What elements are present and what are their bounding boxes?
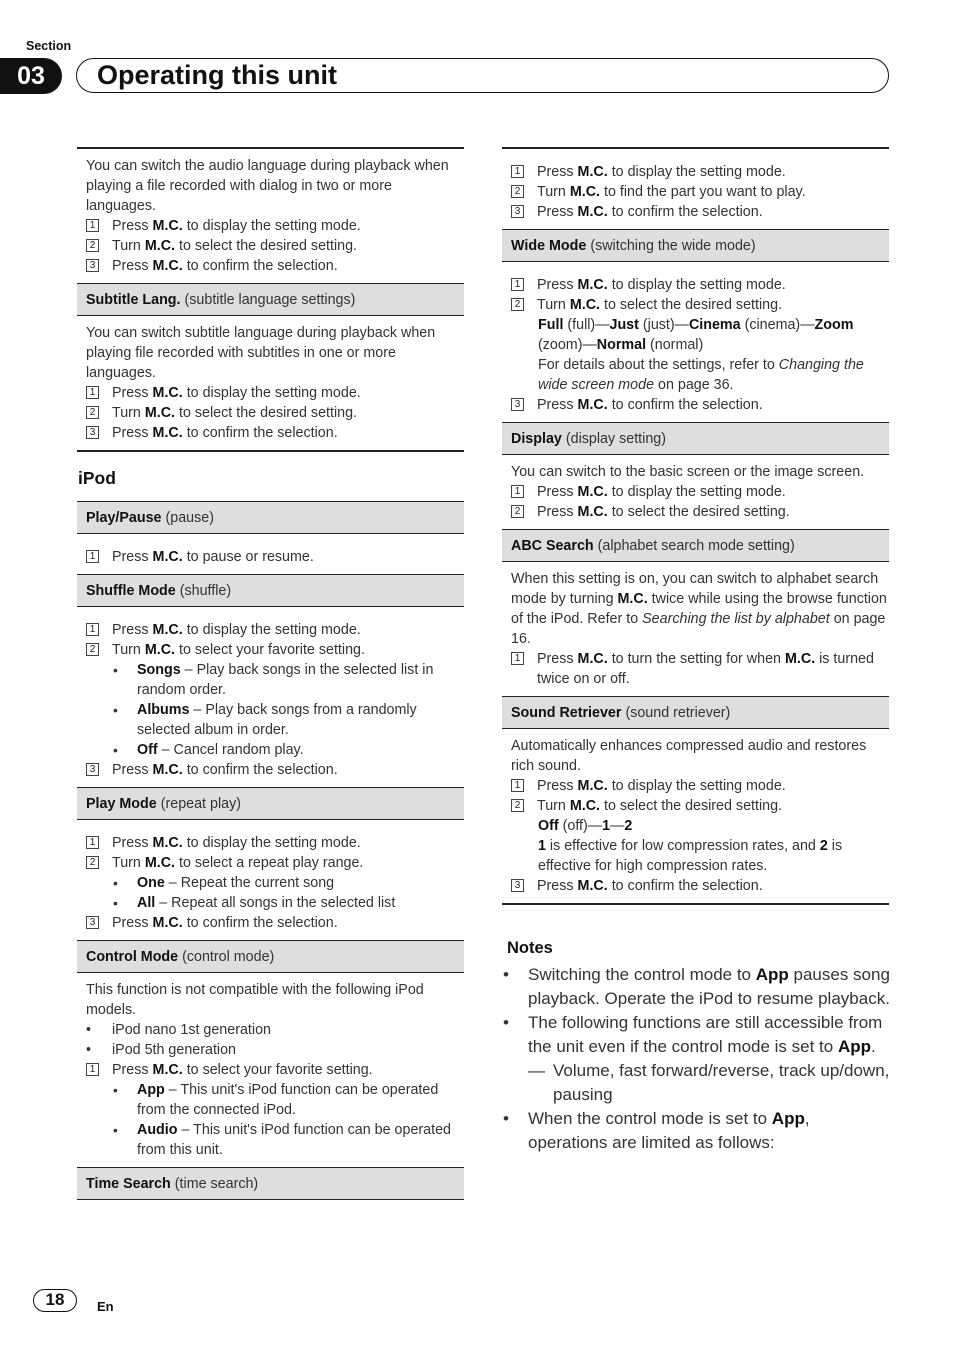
step-number: 2 (86, 239, 99, 252)
step: 2 Turn M.C. to select your favorite setting. (86, 640, 464, 660)
step: 1 Press M.C. to display the setting mode. (86, 216, 464, 236)
step: 3 Press M.C. to confirm the selection. (86, 256, 464, 276)
section-label: Section (26, 39, 72, 53)
shuffle-mode-body (77, 607, 464, 787)
step: 2 Turn M.C. to select the desired setting. (511, 295, 889, 315)
step: 2 Turn M.C. to select the desired setting. (86, 403, 464, 423)
step: 1 Press M.C. to display the setting mode. (86, 833, 464, 853)
subtitle-lang-header: Subtitle Lang. (subtitle language settings) (77, 283, 464, 316)
list-item: • One – Repeat the current song (113, 875, 335, 891)
list-item: • iPod nano 1st generation (86, 1022, 271, 1038)
play-pause-header: Play/Pause (pause) (77, 501, 464, 534)
list-item: • Audio – This unit's iPod function can be operated from this unit. (113, 1122, 451, 1158)
shuffle-mode-header: Shuffle Mode (shuffle) (77, 574, 464, 607)
step: 3 Press M.C. to confirm the selection. (86, 913, 464, 933)
section-number: 03 (0, 58, 62, 94)
control-mode-header: Control Mode (control mode) (77, 940, 464, 973)
step: 1 Press M.C. to turn the setting for when M.C. is turned twice on or off. (511, 649, 889, 689)
step-number: 3 (86, 259, 99, 272)
step: 3 Press M.C. to confirm the selection. (86, 423, 464, 443)
wide-mode-reference: For details about the settings, refer to Changing the wide screen mode on page 36. (538, 357, 864, 393)
sound-retriever-effect: 1 is effective for low compression rates, and 2 is effective for high compression rates. (538, 838, 843, 874)
sound-retriever-options: Off (off)—1—2 (538, 818, 633, 834)
list-item: • iPod 5th generation (86, 1042, 237, 1058)
list-item: • Albums – Play back songs from a randomly selected album in order. (113, 702, 417, 738)
audio-lang-intro: You can switch the audio language during playback when playing a file recorded with dialog in two or more languages. (86, 158, 449, 214)
list-item: • The following functions are still accessible from the unit even if the control mode is set to App. (503, 1013, 883, 1056)
list-item: • When the control mode is set to App, operations are limited as follows: (503, 1109, 810, 1152)
language-label: En (97, 1299, 114, 1314)
sound-retriever-intro: Automatically enhances compressed audio and restores rich sound. (511, 738, 867, 774)
list-item: • Switching the control mode to App pauses song playback. Operate the iPod to resume playback. (503, 965, 890, 1008)
sound-retriever-header: Sound Retriever (sound retriever) (502, 696, 889, 729)
notes-section (502, 936, 892, 1155)
step: 3 Press M.C. to confirm the selection. (511, 876, 889, 896)
step: 3 Press M.C. to confirm the selection. (511, 202, 889, 222)
step: 3 Press M.C. to confirm the selection. (511, 395, 889, 415)
abc-search-intro: When this setting is on, you can switch to alphabet search mode by turning M.C. twice while using the browse function of the iPod. Refer to Searching the list by alphabet on page 16. (511, 571, 887, 647)
step: 2 Turn M.C. to select the desired setting. (86, 236, 464, 256)
display-header: Display (display setting) (502, 422, 889, 455)
list-item: • App – This unit's iPod function can be operated from the connected iPod. (113, 1082, 439, 1118)
ipod-heading: iPod (78, 468, 116, 488)
step: 1 Press M.C. to display the setting mode. (511, 275, 889, 295)
play-pause-body (77, 534, 464, 574)
abc-search-header: ABC Search (alphabet search mode setting) (502, 529, 889, 562)
step: 1 Press M.C. to display the setting mode. (86, 620, 464, 640)
step: 3 Press M.C. to confirm the selection. (86, 760, 464, 780)
play-mode-body (77, 820, 464, 940)
display-body (502, 455, 889, 529)
subtitle-lang-intro: You can switch subtitle language during playback when playing file recorded with subtitles in one or more languages. (86, 325, 436, 381)
step-number: 1 (86, 219, 99, 232)
time-search-header: Time Search (time search) (77, 1167, 464, 1200)
control-mode-body (77, 973, 464, 1167)
step: 2 Press M.C. to select the desired setting. (511, 502, 889, 522)
notes-title: Notes (507, 939, 553, 957)
page-title-text: Operating this unit (97, 60, 337, 90)
right-column (502, 147, 889, 905)
step: 1 Press M.C. to pause or resume. (86, 547, 464, 567)
step: 2 Turn M.C. to select a repeat play range. (86, 853, 464, 873)
step: 1 Press M.C. to display the setting mode. (511, 776, 889, 796)
list-item: — Volume, fast forward/reverse, track up/down, pausing (528, 1061, 890, 1104)
abc-search-body (502, 562, 889, 696)
step: 2 Turn M.C. to select the desired setting. (511, 796, 889, 816)
step: 1 Press M.C. to display the setting mode. (511, 162, 889, 182)
left-column (77, 147, 464, 1200)
wide-mode-body (502, 262, 889, 422)
step: 1 Press M.C. to display the setting mode. (511, 482, 889, 502)
step: 1 Press M.C. to display the setting mode. (86, 383, 464, 403)
step: 1 Press M.C. to select your favorite setting. (86, 1060, 464, 1080)
wide-mode-options: Full (full)—Just (just)—Cinema (cinema)—Zoom (zoom)—Normal (normal) (538, 317, 854, 353)
page-title (76, 58, 889, 93)
play-mode-header: Play Mode (repeat play) (77, 787, 464, 820)
list-item: • Songs – Play back songs in the selected list in random order. (113, 662, 434, 698)
list-item: • All – Repeat all songs in the selected list (113, 895, 396, 911)
time-search-body (502, 149, 889, 229)
list-item: • Off – Cancel random play. (113, 742, 304, 758)
subtitle-lang-body (77, 316, 464, 450)
sound-retriever-body (502, 729, 889, 903)
display-intro: You can switch to the basic screen or the image screen. (511, 464, 865, 480)
control-mode-intro: This function is not compatible with the following iPod models. (86, 982, 424, 1018)
page-number: 18 (33, 1289, 77, 1312)
audio-lang-body (77, 149, 464, 283)
wide-mode-header: Wide Mode (switching the wide mode) (502, 229, 889, 262)
step: 2 Turn M.C. to find the part you want to play. (511, 182, 889, 202)
